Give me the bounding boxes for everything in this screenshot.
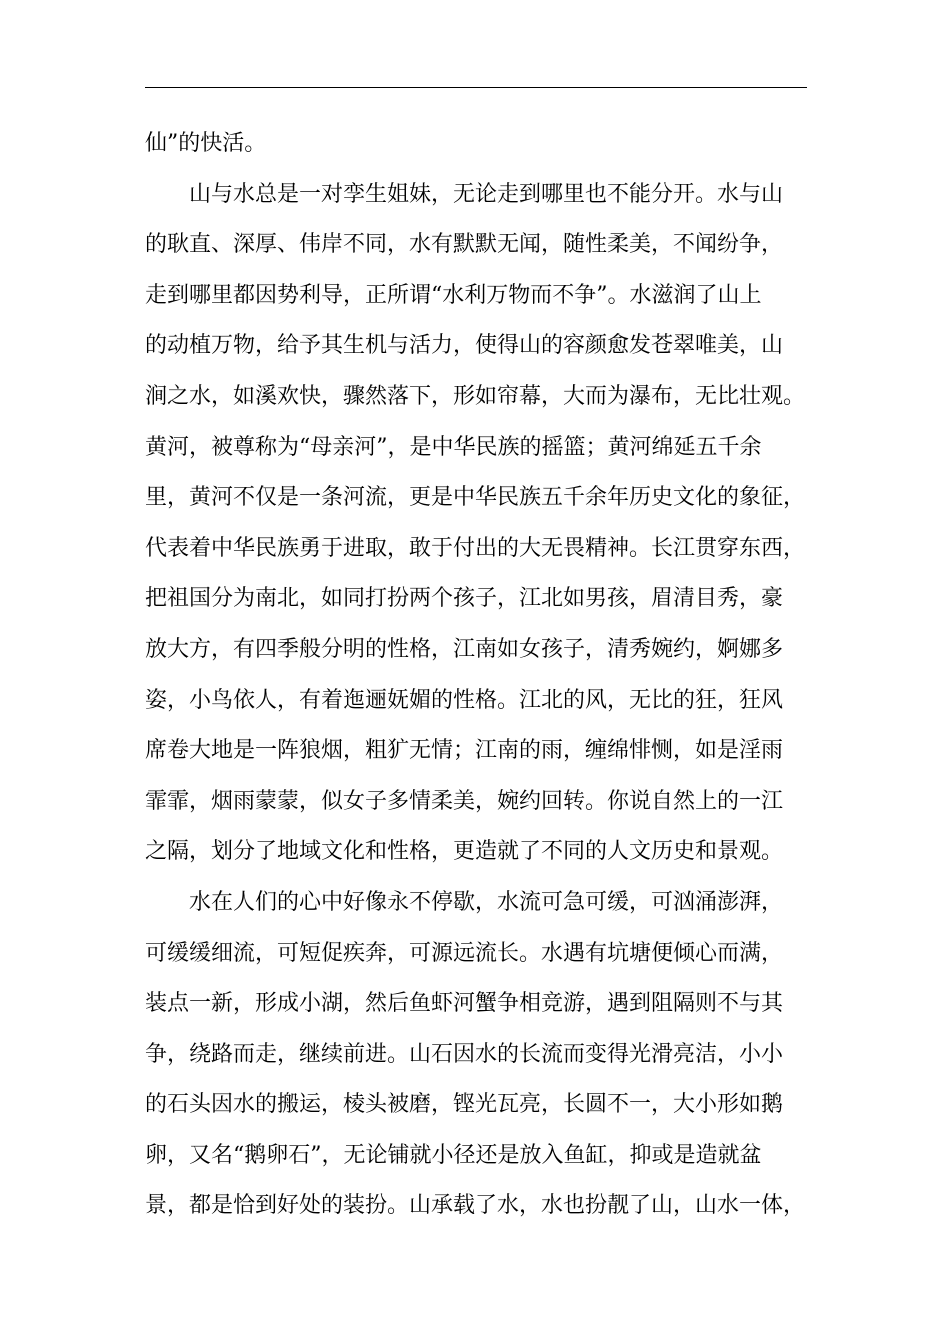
text-line: 里，黄河不仅是一条河流，更是中华民族五千余年历史文化的象征， [145, 485, 806, 511]
text-line: 姿，小鸟依人，有着迤逦妩媚的性格。江北的风，无比的狂，狂风 [145, 687, 784, 713]
text-line: 的耿直、深厚、伟岸不同，水有默默无闻，随性柔美，不闻纷争， [145, 232, 784, 258]
body-text [145, 119, 825, 1232]
text-line: 仙”的快活。 [145, 131, 267, 156]
text-line: 之隔，划分了地域文化和性格，更造就了不同的人文历史和景观。 [145, 839, 784, 865]
text-line: 把祖国分为南北，如同打扮两个孩子，江北如男孩，眉清目秀，豪 [145, 586, 784, 612]
text-line: 代表着中华民族勇于进取，敢于付出的大无畏精神。长江贯穿东西， [145, 535, 806, 561]
text-line: 席卷大地是一阵狼烟，粗犷无情；江南的雨，缠绵悱恻，如是淫雨 [145, 738, 784, 764]
text-line: 霏霏，烟雨蒙蒙，似女子多情柔美，婉约回转。你说自然上的一江 [145, 788, 784, 814]
text-line: 走到哪里都因势利导，正所谓“水利万物而不争”。水滋润了山上 [145, 282, 762, 308]
text-line: 黄河，被尊称为“母亲河”，是中华民族的摇篮；黄河绵延五千余 [145, 434, 762, 460]
text-line: 水在人们的心中好像永不停歇，水流可急可缓，可汹涌澎湃， [189, 889, 784, 915]
text-line: 争，绕路而走，继续前进。山石因水的长流而变得光滑亮洁，小小 [145, 1041, 784, 1067]
text-line: 装点一新，形成小湖，然后鱼虾河蟹争相竞游，遇到阻隔则不与其 [145, 991, 784, 1017]
text-line: 景，都是恰到好处的装扮。山承载了水，水也扮靓了山，山水一体， [145, 1193, 806, 1219]
text-line: 的石头因水的搬运，棱头被磨，铿光瓦亮，长圆不一，大小形如鹅 [145, 1092, 784, 1118]
text-line: 放大方，有四季般分明的性格，江南如女孩子，清秀婉约，婀娜多 [145, 636, 784, 662]
text-line: 的动植万物，给予其生机与活力，使得山的容颜愈发苍翠唯美，山 [145, 333, 784, 359]
text-line: 卵，又名“鹅卵石”，无论铺就小径还是放入鱼缸，抑或是造就盆 [145, 1142, 762, 1168]
text-line: 山与水总是一对孪生姐妹，无论走到哪里也不能分开。水与山 [189, 181, 784, 207]
text-line: 可缓缓细流，可短促疾奔，可源远流长。水遇有坑塘便倾心而满， [145, 940, 784, 966]
text-line: 涧之水，如溪欢快，骤然落下，形如帘幕，大而为瀑布，无比壮观。 [145, 383, 806, 409]
header-rule [145, 87, 807, 88]
